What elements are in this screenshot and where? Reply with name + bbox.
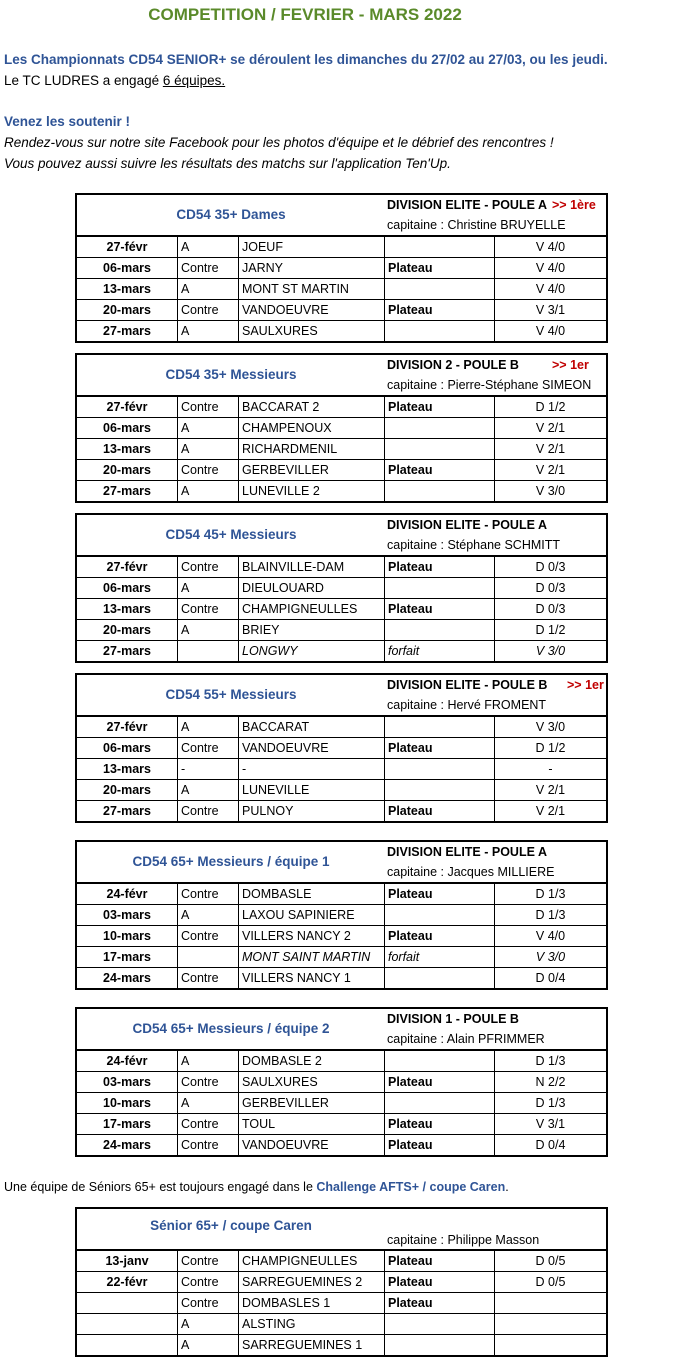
match-row bbox=[77, 905, 606, 926]
support-title bbox=[4, 112, 130, 132]
match-note bbox=[385, 1314, 495, 1334]
match-opponent: BACCARAT 2 bbox=[239, 397, 385, 417]
match-venue: A bbox=[178, 439, 239, 459]
match-result: D 1/2 bbox=[535, 400, 566, 414]
match-venue: A bbox=[178, 1051, 239, 1071]
match-note: Plateau bbox=[385, 1072, 495, 1092]
match-note bbox=[385, 481, 495, 501]
match-opponent: PULNOY bbox=[239, 801, 385, 821]
match-result: D 0/3 bbox=[535, 602, 566, 616]
match-date: 13-mars bbox=[77, 439, 178, 459]
match-opponent: SAULXURES bbox=[239, 1072, 385, 1092]
team-name: CD54 55+ Messieurs bbox=[165, 687, 297, 702]
team-rank: >> 1er bbox=[552, 358, 589, 372]
match-opponent: DOMBASLE bbox=[239, 884, 385, 904]
match-opponent: JOEUF bbox=[239, 237, 385, 257]
match-result: V 3/1 bbox=[535, 1117, 566, 1131]
team-table bbox=[75, 1207, 608, 1357]
match-venue: A bbox=[178, 780, 239, 800]
match-venue: Contre bbox=[178, 968, 239, 988]
match-opponent: TOUL bbox=[239, 1114, 385, 1134]
team-captain: capitaine : Pierre-Stéphane SIMEON bbox=[387, 378, 592, 392]
match-date: 03-mars bbox=[77, 905, 178, 925]
match-note bbox=[385, 905, 495, 925]
match-venue: - bbox=[178, 759, 239, 779]
match-date: 24-févr bbox=[77, 884, 178, 904]
match-note: Plateau bbox=[385, 1293, 495, 1313]
match-venue: A bbox=[178, 481, 239, 501]
intro-teams-count: 6 équipes. bbox=[162, 73, 226, 88]
match-result bbox=[495, 1314, 606, 1334]
match-date: 17-mars bbox=[77, 947, 178, 967]
match-row bbox=[77, 738, 606, 759]
match-row bbox=[77, 759, 606, 780]
match-date: 20-mars bbox=[77, 300, 178, 320]
match-opponent: SARREGUEMINES 1 bbox=[239, 1335, 385, 1355]
team-division: DIVISION ELITE - POULE A bbox=[387, 845, 547, 859]
match-opponent: ALSTING bbox=[239, 1314, 385, 1334]
match-opponent: JARNY bbox=[239, 258, 385, 278]
match-row bbox=[77, 1114, 606, 1135]
match-row bbox=[77, 237, 606, 258]
intro-teams-prefix: Le TC LUDRES a engagé bbox=[4, 73, 163, 88]
match-date: 24-mars bbox=[77, 968, 178, 988]
match-venue: Contre bbox=[178, 926, 239, 946]
match-note: Plateau bbox=[385, 1114, 495, 1134]
match-opponent: MONT ST MARTIN bbox=[239, 279, 385, 299]
match-note: Plateau bbox=[385, 557, 495, 577]
match-note: Plateau bbox=[385, 738, 495, 758]
team-header bbox=[77, 675, 606, 717]
match-result: N 2/2 bbox=[535, 1075, 566, 1089]
match-venue: Contre bbox=[178, 884, 239, 904]
match-note bbox=[385, 237, 495, 257]
challenge-suffix: . bbox=[505, 1180, 509, 1194]
match-opponent: VILLERS NANCY 2 bbox=[239, 926, 385, 946]
match-opponent: LUNEVILLE 2 bbox=[239, 481, 385, 501]
match-result: D 0/5 bbox=[535, 1275, 566, 1289]
match-venue: Contre bbox=[178, 397, 239, 417]
team-division: DIVISION ELITE - POULE A bbox=[387, 518, 547, 532]
match-note bbox=[385, 279, 495, 299]
match-row bbox=[77, 1293, 606, 1314]
match-note bbox=[385, 1335, 495, 1355]
match-opponent: CHAMPIGNEULLES bbox=[239, 599, 385, 619]
match-venue: Contre bbox=[178, 738, 239, 758]
match-row bbox=[77, 1335, 606, 1355]
match-row bbox=[77, 780, 606, 801]
match-venue bbox=[178, 641, 239, 661]
match-venue bbox=[178, 947, 239, 967]
match-venue: A bbox=[178, 1093, 239, 1113]
match-result bbox=[495, 1335, 606, 1355]
match-date: 27-mars bbox=[77, 321, 178, 341]
match-row bbox=[77, 801, 606, 821]
team-table bbox=[75, 513, 608, 663]
match-note: Plateau bbox=[385, 397, 495, 417]
match-result: - bbox=[548, 762, 553, 776]
match-opponent: VANDOEUVRE bbox=[239, 300, 385, 320]
match-row bbox=[77, 258, 606, 279]
match-venue: Contre bbox=[178, 1114, 239, 1134]
match-note: Plateau bbox=[385, 599, 495, 619]
match-date: 10-mars bbox=[77, 1093, 178, 1113]
match-row bbox=[77, 460, 606, 481]
team-name: CD54 35+ Dames bbox=[176, 207, 286, 222]
match-date: 27-mars bbox=[77, 801, 178, 821]
match-date: 20-mars bbox=[77, 620, 178, 640]
match-result: V 4/0 bbox=[535, 282, 566, 296]
match-date: 24-févr bbox=[77, 1051, 178, 1071]
match-date: 13-mars bbox=[77, 279, 178, 299]
match-result: V 3/0 bbox=[535, 950, 566, 964]
match-result: V 2/1 bbox=[535, 442, 566, 456]
match-note bbox=[385, 717, 495, 737]
match-venue: A bbox=[178, 279, 239, 299]
match-row bbox=[77, 884, 606, 905]
match-date: 20-mars bbox=[77, 780, 178, 800]
support-title-text: Venez les soutenir ! bbox=[4, 114, 131, 129]
match-row bbox=[77, 1093, 606, 1114]
match-note: Plateau bbox=[385, 926, 495, 946]
match-result: D 1/2 bbox=[535, 623, 566, 637]
match-date: 27-févr bbox=[77, 237, 178, 257]
team-table bbox=[75, 193, 608, 343]
match-venue: Contre bbox=[178, 1293, 239, 1313]
match-result: V 2/1 bbox=[535, 783, 566, 797]
match-row bbox=[77, 418, 606, 439]
match-note: Plateau bbox=[385, 258, 495, 278]
match-opponent: GERBEVILLER bbox=[239, 1093, 385, 1113]
match-date: 22-févr bbox=[77, 1272, 178, 1292]
match-opponent: LAXOU SAPINIERE bbox=[239, 905, 385, 925]
match-venue: A bbox=[178, 578, 239, 598]
match-result: V 4/0 bbox=[535, 261, 566, 275]
team-captain: capitaine : Alain PFRIMMER bbox=[387, 1032, 545, 1046]
team-captain: capitaine : Stéphane SCHMITT bbox=[387, 538, 560, 552]
match-opponent: SAULXURES bbox=[239, 321, 385, 341]
match-venue: A bbox=[178, 237, 239, 257]
match-note: forfait bbox=[385, 641, 495, 661]
match-opponent: RICHARDMENIL bbox=[239, 439, 385, 459]
team-header bbox=[77, 355, 606, 397]
team-header bbox=[77, 1009, 606, 1051]
match-date bbox=[77, 1314, 178, 1334]
intro-teams bbox=[4, 71, 225, 91]
match-row bbox=[77, 1072, 606, 1093]
match-opponent: CHAMPENOUX bbox=[239, 418, 385, 438]
match-opponent: DIEULOUARD bbox=[239, 578, 385, 598]
match-opponent: - bbox=[239, 759, 385, 779]
match-note: Plateau bbox=[385, 884, 495, 904]
match-date: 06-mars bbox=[77, 738, 178, 758]
match-result bbox=[495, 1293, 606, 1313]
match-date: 20-mars bbox=[77, 460, 178, 480]
match-result: V 3/0 bbox=[535, 720, 566, 734]
match-opponent: CHAMPIGNEULLES bbox=[239, 1251, 385, 1271]
match-row bbox=[77, 1135, 606, 1155]
match-opponent: LUNEVILLE bbox=[239, 780, 385, 800]
match-venue: Contre bbox=[178, 300, 239, 320]
match-date: 24-mars bbox=[77, 1135, 178, 1155]
intro-championship bbox=[4, 50, 608, 70]
match-row bbox=[77, 717, 606, 738]
team-captain: capitaine : Christine BRUYELLE bbox=[387, 218, 566, 232]
match-result: D 0/3 bbox=[535, 560, 566, 574]
match-venue: Contre bbox=[178, 1251, 239, 1271]
team-header bbox=[77, 1209, 606, 1251]
match-note: forfait bbox=[385, 947, 495, 967]
match-date: 06-mars bbox=[77, 258, 178, 278]
team-name: CD54 35+ Messieurs bbox=[165, 367, 297, 382]
match-note bbox=[385, 439, 495, 459]
match-result: V 3/0 bbox=[535, 644, 566, 658]
team-division: DIVISION ELITE - POULE B bbox=[387, 678, 548, 692]
match-result: V 3/1 bbox=[535, 303, 566, 317]
challenge-link: Challenge AFTS+ / coupe Caren bbox=[316, 1180, 506, 1194]
match-result: D 1/3 bbox=[535, 1054, 566, 1068]
match-venue: A bbox=[178, 1335, 239, 1355]
match-venue: Contre bbox=[178, 1072, 239, 1092]
match-date: 27-mars bbox=[77, 481, 178, 501]
match-row bbox=[77, 620, 606, 641]
team-division: DIVISION 1 - POULE B bbox=[387, 1012, 519, 1026]
match-opponent: DOMBASLE 2 bbox=[239, 1051, 385, 1071]
match-row bbox=[77, 947, 606, 968]
match-opponent: VILLERS NANCY 1 bbox=[239, 968, 385, 988]
match-row bbox=[77, 300, 606, 321]
match-venue: A bbox=[178, 717, 239, 737]
match-note: Plateau bbox=[385, 460, 495, 480]
match-opponent: GERBEVILLER bbox=[239, 460, 385, 480]
page-title: COMPETITION / FEVRIER - MARS 2022 bbox=[148, 5, 462, 24]
match-result: D 1/3 bbox=[535, 1096, 566, 1110]
match-row bbox=[77, 1314, 606, 1335]
match-opponent: SARREGUEMINES 2 bbox=[239, 1272, 385, 1292]
match-opponent: MONT SAINT MARTIN bbox=[239, 947, 385, 967]
team-header bbox=[77, 195, 606, 237]
match-note bbox=[385, 780, 495, 800]
match-venue: Contre bbox=[178, 460, 239, 480]
team-division: DIVISION ELITE - POULE A bbox=[387, 198, 547, 212]
match-venue: Contre bbox=[178, 1135, 239, 1155]
match-date: 27-févr bbox=[77, 397, 178, 417]
match-result: D 0/3 bbox=[535, 581, 566, 595]
match-result: V 4/0 bbox=[535, 929, 566, 943]
match-venue: Contre bbox=[178, 258, 239, 278]
match-date bbox=[77, 1293, 178, 1313]
match-result: V 2/1 bbox=[535, 463, 566, 477]
team-name: CD54 65+ Messieurs / équipe 2 bbox=[132, 1021, 330, 1036]
tenup-text: Vous pouvez aussi suivre les résultats des matchs sur l'application Ten'Up. bbox=[4, 156, 451, 171]
match-row bbox=[77, 481, 606, 501]
match-result: D 0/5 bbox=[535, 1254, 566, 1268]
team-table bbox=[75, 353, 608, 503]
match-opponent: LONGWY bbox=[239, 641, 385, 661]
match-row bbox=[77, 279, 606, 300]
match-opponent: DOMBASLES 1 bbox=[239, 1293, 385, 1313]
match-venue: Contre bbox=[178, 801, 239, 821]
match-note: Plateau bbox=[385, 1251, 495, 1271]
challenge-prefix: Une équipe de Séniors 65+ est toujours engagé dans le bbox=[4, 1180, 317, 1194]
match-row bbox=[77, 321, 606, 341]
match-date: 17-mars bbox=[77, 1114, 178, 1134]
match-date: 13-mars bbox=[77, 599, 178, 619]
match-date: 27-févr bbox=[77, 557, 178, 577]
team-header bbox=[77, 515, 606, 557]
match-date bbox=[77, 1335, 178, 1355]
match-row bbox=[77, 1272, 606, 1293]
match-result: V 4/0 bbox=[535, 324, 566, 338]
team-division: DIVISION 2 - POULE B bbox=[387, 358, 519, 372]
match-venue: Contre bbox=[178, 557, 239, 577]
team-captain: capitaine : Jacques MILLIERE bbox=[387, 865, 555, 879]
match-row bbox=[77, 926, 606, 947]
match-row bbox=[77, 578, 606, 599]
match-row bbox=[77, 557, 606, 578]
match-result: D 1/2 bbox=[535, 741, 566, 755]
match-note: Plateau bbox=[385, 300, 495, 320]
match-venue: A bbox=[178, 620, 239, 640]
match-venue: Contre bbox=[178, 599, 239, 619]
team-rank: >> 1ère bbox=[552, 198, 596, 212]
match-row bbox=[77, 968, 606, 988]
team-name: CD54 45+ Messieurs bbox=[165, 527, 297, 542]
match-venue: A bbox=[178, 418, 239, 438]
match-opponent: VANDOEUVRE bbox=[239, 1135, 385, 1155]
match-result: V 4/0 bbox=[535, 240, 566, 254]
match-result: D 0/4 bbox=[535, 1138, 566, 1152]
match-date: 06-mars bbox=[77, 578, 178, 598]
match-note bbox=[385, 759, 495, 779]
match-note: Plateau bbox=[385, 801, 495, 821]
match-note: Plateau bbox=[385, 1272, 495, 1292]
match-row bbox=[77, 1051, 606, 1072]
match-note bbox=[385, 578, 495, 598]
team-header bbox=[77, 842, 606, 884]
match-venue: A bbox=[178, 321, 239, 341]
match-venue: A bbox=[178, 905, 239, 925]
match-result: V 2/1 bbox=[535, 421, 566, 435]
match-note bbox=[385, 1051, 495, 1071]
match-venue: A bbox=[178, 1314, 239, 1334]
match-opponent: BRIEY bbox=[239, 620, 385, 640]
intro-line: Les Championnats CD54 SENIOR+ se déroulent les dimanches du 27/02 au 27/03, ou les jeudi. bbox=[4, 52, 608, 67]
match-opponent: BLAINVILLE-DAM bbox=[239, 557, 385, 577]
match-note bbox=[385, 321, 495, 341]
match-note bbox=[385, 620, 495, 640]
match-result: V 2/1 bbox=[535, 804, 566, 818]
facebook-text: Rendez-vous sur notre site Facebook pour les photos d'équipe et le débrief des rencontres ! bbox=[4, 135, 554, 150]
team-table bbox=[75, 673, 608, 823]
team-table bbox=[75, 1007, 608, 1157]
match-opponent: BACCARAT bbox=[239, 717, 385, 737]
match-date: 13-janv bbox=[77, 1251, 178, 1271]
match-row bbox=[77, 1251, 606, 1272]
match-date: 13-mars bbox=[77, 759, 178, 779]
match-result: D 0/4 bbox=[535, 971, 566, 985]
match-date: 27-mars bbox=[77, 641, 178, 661]
match-date: 06-mars bbox=[77, 418, 178, 438]
team-rank: >> 1er bbox=[567, 678, 604, 692]
match-date: 10-mars bbox=[77, 926, 178, 946]
match-note: Plateau bbox=[385, 1135, 495, 1155]
match-row bbox=[77, 439, 606, 460]
match-row bbox=[77, 599, 606, 620]
match-date: 27-févr bbox=[77, 717, 178, 737]
match-row bbox=[77, 641, 606, 661]
team-name: CD54 65+ Messieurs / équipe 1 bbox=[132, 854, 330, 869]
team-table bbox=[75, 840, 608, 990]
match-result: D 1/3 bbox=[535, 908, 566, 922]
match-result: D 1/3 bbox=[535, 887, 566, 901]
match-note bbox=[385, 418, 495, 438]
challenge-text bbox=[4, 1180, 509, 1194]
match-date: 03-mars bbox=[77, 1072, 178, 1092]
match-note bbox=[385, 1093, 495, 1113]
match-venue: Contre bbox=[178, 1272, 239, 1292]
team-captain: capitaine : Philippe Masson bbox=[387, 1233, 540, 1247]
team-name: Sénior 65+ / coupe Caren bbox=[150, 1218, 312, 1233]
match-row bbox=[77, 397, 606, 418]
team-captain: capitaine : Hervé FROMENT bbox=[387, 698, 547, 712]
match-note bbox=[385, 968, 495, 988]
match-result: V 3/0 bbox=[535, 484, 566, 498]
match-opponent: VANDOEUVRE bbox=[239, 738, 385, 758]
